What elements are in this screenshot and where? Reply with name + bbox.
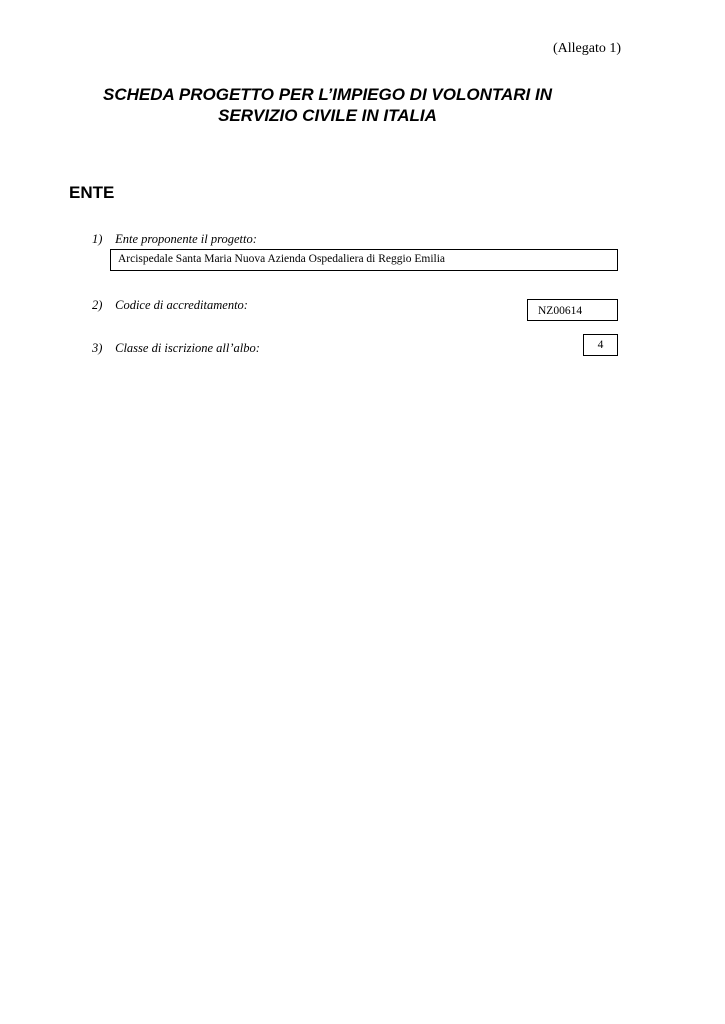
item-3-number: 3) bbox=[92, 341, 103, 355]
attachment-label: (Allegato 1) bbox=[552, 41, 621, 56]
section-title: ENTE bbox=[69, 183, 115, 202]
page-title bbox=[0, 84, 725, 126]
item-1-label bbox=[92, 232, 257, 247]
codice-accreditamento-field[interactable]: NZ00614 bbox=[527, 299, 618, 321]
item-3-text: Classe di iscrizione all’albo: bbox=[115, 341, 260, 355]
page-title-line-1: SCHEDA PROGETTO PER L’IMPIEGO DI VOLONTARI IN bbox=[103, 85, 552, 104]
item-2-text: Codice di accreditamento: bbox=[115, 298, 248, 312]
item-1-number: 1) bbox=[92, 232, 103, 246]
item-2-number: 2) bbox=[92, 298, 103, 312]
classe-iscrizione-field[interactable]: 4 bbox=[583, 334, 618, 356]
page-title-line-2: SERVIZIO CIVILE IN ITALIA bbox=[218, 106, 437, 125]
item-1-text: Ente proponente il progetto: bbox=[115, 232, 257, 246]
item-2-label bbox=[92, 298, 248, 313]
item-3-label bbox=[92, 341, 260, 356]
ente-proponente-field[interactable]: Arcispedale Santa Maria Nuova Azienda Ospedaliera di Reggio Emilia bbox=[110, 249, 618, 271]
